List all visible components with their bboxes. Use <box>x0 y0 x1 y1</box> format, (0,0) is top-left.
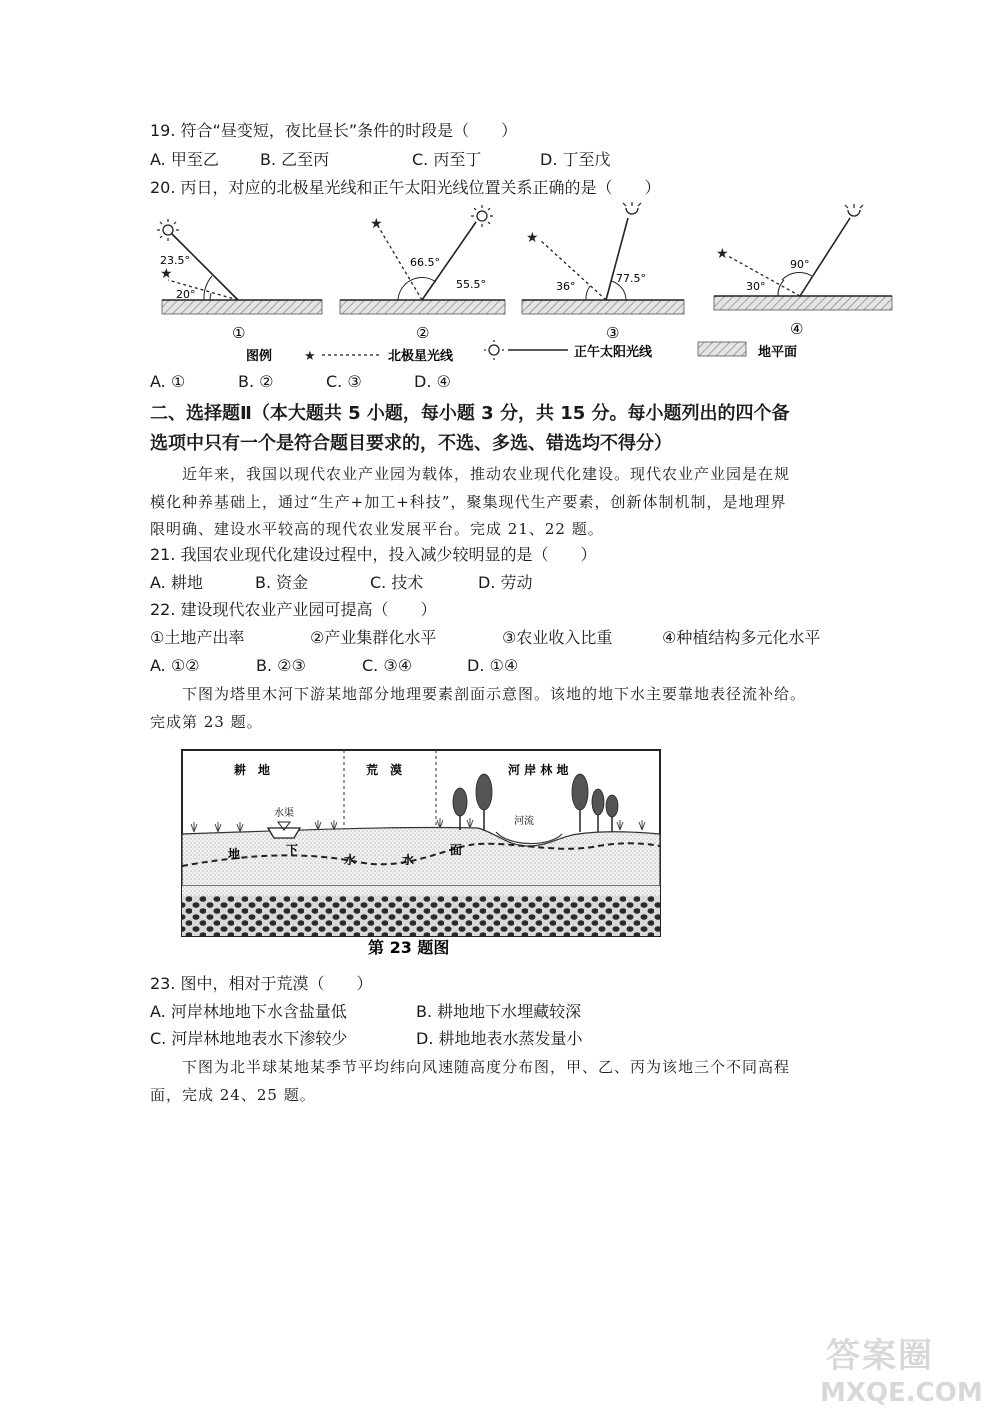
star-icon: ★ <box>304 349 316 364</box>
q22-option-c: C. ③④ <box>362 656 413 675</box>
p2-number: ② <box>416 324 430 342</box>
passage1-line1: 近年来，我国以现代农业产业园为载体，推动农业现代化建设。现代农业产业园是在规 <box>182 465 791 483</box>
sun-icon <box>623 202 641 214</box>
q19-option-d: D. 丁至戊 <box>540 150 611 169</box>
passage1-line3: 限明确、建设水平较高的现代农业发展平台。完成 21、22 题。 <box>150 520 604 538</box>
p3-angle-left: 36° <box>556 280 576 293</box>
canal-label: 水渠 <box>274 808 294 819</box>
p1-angle-top: 23.5° <box>160 254 190 267</box>
star-icon: ★ <box>526 230 539 246</box>
p4-number: ④ <box>790 320 804 338</box>
q21-option-a: A. 耕地 <box>150 573 203 592</box>
passage3-line2: 面，完成 24、25 题。 <box>150 1086 316 1104</box>
q23-option-b: B. 耕地地下水埋藏较深 <box>416 1002 582 1021</box>
panel-1 <box>162 234 322 314</box>
q20-stem: 20. 丙日，对应的北极星光线和正午太阳光线位置关系正确的是（ ） <box>150 178 661 197</box>
watermark-url: MXQE.COM <box>820 1378 983 1408</box>
zone-farmland: 耕 地 <box>234 763 271 777</box>
fig23-caption: 第 23 题图 <box>368 938 450 957</box>
p1-angle-bottom: 20° <box>176 288 196 301</box>
sun-icon <box>484 340 504 360</box>
p4-angle-top: 90° <box>790 258 810 271</box>
watermark-logo: 答案圈 <box>826 1336 934 1376</box>
p2-angle-bottom: 55.5° <box>456 278 486 291</box>
q23-option-c: C. 河岸林地地表水下渗较少 <box>150 1029 348 1048</box>
section2-heading-line2: 选项中只有一个是符合题目要求的，不选、多选、错选均不得分） <box>150 433 672 454</box>
gw-char-1: 地 <box>228 847 241 861</box>
river-label: 河流 <box>514 816 534 827</box>
star-icon: ★ <box>370 216 383 232</box>
q19-option-a: A. 甲至乙 <box>150 150 219 169</box>
passage2-line2: 完成第 23 题。 <box>150 713 263 731</box>
p3-angle-right: 77.5° <box>616 272 646 285</box>
q20-option-d: D. ④ <box>414 372 451 391</box>
q22-item-1: ①土地产出率 <box>150 628 245 647</box>
gw-char-4: 水 <box>402 853 415 867</box>
gw-char-3: 水 <box>344 853 357 867</box>
legend-ground: 地平面 <box>758 345 798 360</box>
p2-angle-top: 66.5° <box>410 256 440 269</box>
p4-angle-left: 30° <box>746 280 766 293</box>
q19-option-c: C. 丙至丁 <box>412 150 482 169</box>
section2-heading-line1: 二、选择题Ⅱ（本大题共 5 小题，每小题 3 分，共 15 分。每小题列出的四个备 <box>150 403 790 424</box>
q20-figure <box>150 200 910 370</box>
gw-char-5: 面 <box>450 843 463 857</box>
q22-stem: 22. 建设现代农业产业园可提高（ ） <box>150 600 437 619</box>
q22-option-b: B. ②③ <box>256 656 306 675</box>
q20-option-a: A. ① <box>150 372 186 391</box>
zone-riparian-forest: 河 岸 林 地 <box>508 763 569 777</box>
q21-option-d: D. 劳动 <box>478 573 533 592</box>
panel-3 <box>522 218 684 314</box>
q22-option-a: A. ①② <box>150 656 200 675</box>
q23-stem: 23. 图中，相对于荒漠（ ） <box>150 974 373 993</box>
q23-option-a: A. 河岸林地地下水含盐量低 <box>150 1002 347 1021</box>
star-icon: ★ <box>716 246 729 262</box>
q19-option-b: B. 乙至丙 <box>260 150 330 169</box>
legend-title: 图例 <box>246 349 273 364</box>
zone-desert: 荒 漠 <box>366 763 403 777</box>
q23-option-d: D. 耕地地表水蒸发量小 <box>416 1029 583 1048</box>
q20-option-c: C. ③ <box>326 372 362 391</box>
passage3-line1: 下图为北半球某地某季节平均纬向风速随高度分布图，甲、乙、丙为该地三个不同高程 <box>182 1058 791 1076</box>
q22-item-4: ④种植结构多元化水平 <box>662 628 821 647</box>
p3-number: ③ <box>606 324 620 342</box>
q21-option-c: C. 技术 <box>370 573 424 592</box>
q22-option-d: D. ①④ <box>467 656 519 675</box>
sun-icon <box>845 204 863 216</box>
legend-polaris: 北极星光线 <box>388 349 454 364</box>
p1-number: ① <box>232 324 246 342</box>
sun-icon <box>157 219 179 241</box>
q22-item-2: ②产业集群化水平 <box>310 628 437 647</box>
q20-option-b: B. ② <box>238 372 274 391</box>
gw-char-2: 下 <box>286 843 299 857</box>
star-icon: ★ <box>160 266 173 282</box>
q22-item-3: ③农业收入比重 <box>502 628 613 647</box>
q19-stem: 19. 符合“昼变短，夜比昼长”条件的时段是（ ） <box>150 121 518 140</box>
fig23-cross-section <box>178 746 668 958</box>
q21-option-b: B. 资金 <box>255 573 309 592</box>
legend-sun: 正午太阳光线 <box>574 345 653 360</box>
passage1-line2: 模化种养基础上，通过“生产+加工+科技”，聚集现代生产要素，创新体制机制，是地理界 <box>150 493 787 511</box>
q21-stem: 21. 我国农业现代化建设过程中，投入减少较明显的是（ ） <box>150 545 597 564</box>
passage2-line1: 下图为塔里木河下游某地部分地理要素剖面示意图。该地的地下水主要靠地表径流补给。 <box>182 685 807 703</box>
sun-icon <box>471 205 493 227</box>
